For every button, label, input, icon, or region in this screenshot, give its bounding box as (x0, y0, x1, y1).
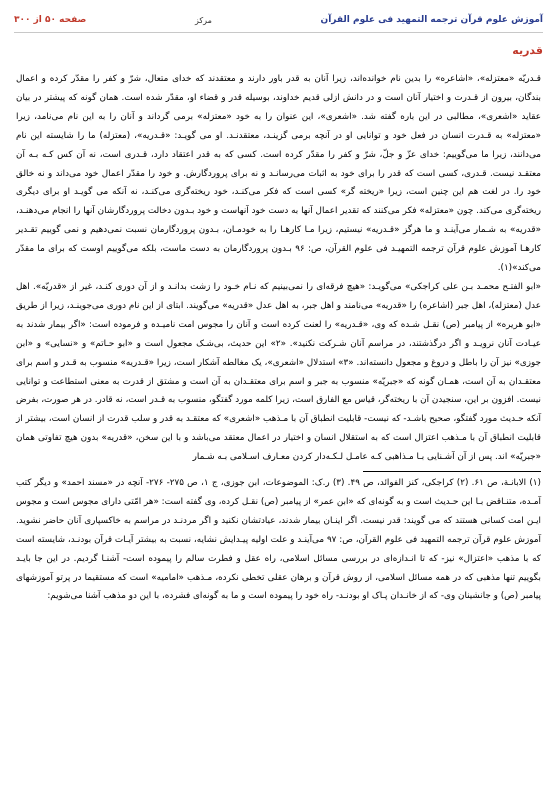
footnotes: (۱) الابانـة، ص ۶۱. (۲) کراجکى، کنز الفوائد، ص ۴۹. (۳) ر.ک: الموضوعات، ابن جوزى، ج ۱، ص ۲۷۵- ۲۷۶- آنچه در «مسند احمد» و ديگر کتب آمـده، متنـاقض بـا اين حـديث است و به گونه‌اى که «ابن عمر» از پيامبر (ص) نقـل کرده، وى گفته است: «هر امّتى داراى مجوس است و مجوس ايـن امت کسانى هستند که مى گويند: قدر نيست. اگر اينـان بيمار شدند، عيادتشان نکنيد و اگر مردنـد در مراسم به خاکسپارى آنان حاضر نشويد. آموزش علوم قرآن ترجمه التمهيد فى علوم القرآن، ص: ۹۷ مى‌آينـد و علت اوليه پيـدايش نشايه، نسبت به بيشتر آيـات قرآن بودنـد، شايسته است که با مذهب «اعتزال» نيز- که تا انـدازه‌اى در بررسى مسائل اسلامى، راه عقل و فطرت سالم را پيموده است- آشنـا گرديم. در اين جا بايـد بگوييم تنها مذهبى که در همه مسائل اسلامى، از روش قرآن و برهان عقلى تخطى نکرده، مـذهب «اماميه» است که مستقيما در پرتو آموزشهاى پيامبر (ص) و جانشينان وى- که از خانـدان پـاک او بودنـد- راه خود را پيموده است و ما به گونه‌اى فشرده، با اين دو مذهب آشنا مى‌شويم: (16, 478, 541, 602)
paragraph: قـدريّه «معتزله»، «اشاعره» را بدين نام خوانده‌اند، زيرا آنان به قدر باور دارند و معتقدند که خداى متعال، شرّ و کفر را مقدّر کرده و اعمال بندگان، بيرون از قـدرت و اختيار آنان است و در دانش ازلى قديم خداوند، بوسيله قدر و قضاء او، مقدّر شده است. همان گونه که پيشتر در بيان عقايد «اشعرى»، مطالبى در اين باره گفته شد. «اشعرى»، اين عنوان را به خود «معتزله» برمى گرداند و آنان را به اين نام مى‌نامد، زيرا «معتزله» به قـدرت انسان در فعل خود و توانايى او در آنچه برمى گزينـد، معتقدنـد. او مى گويـد: «قـدريه»، (معتزله) ما را شايسته اين نام مى‌دانند، زيرا ما مى‌گوييم: خداى عزّ و جلّ، شرّ و کفر را مقدّر کرده است. کسى که به قدر اعتقاد دارد، قـدرى است، نه آن کس کـه بـه آن معتقـد نيست. قـدرى، کسى است که قدر را براى خود به اثبات مى‌رسانـد و نه براى پروردگارش. و خود را مقدّر اعمال خود مى‌داند و نه خالق خود را. در لغت هم اين چنين است، زيرا «ريخته گر» کسى است که فکر مى‌کنـد، خود ريخته‌گرى مى‌کنـد، نه آنکه مى گويـد او براى ديگرى ريخته‌گرى مى‌کند. چون «معتزله» فکر مى‌کنند که تقدير اعمال آنها به دست خود آنهاست و خود بـدون دخالت پروردگارشان آنها را انجام مى‌دهنـد، «قدريه» به شـمار مى‌آينـد و ما هرگز «قـدريه» نيستيم، زيرا مـا کارهـا را به خودمـان، بـدون پروردگارمان نسبت نمى‌دهيم و نمى گوييم تقـدير کارهـا آموزش علوم قرآن ترجمه التمهيـد فى علوم القرآن، ص: ۹۶ بـدون پروردگارمان به دست ماست، بلکه مى‌گوييم اوست که براى ما مقدّر مى‌کند»(۱). (16, 74, 541, 274)
section-title: قدريه (512, 44, 543, 57)
header-title: آموزش علوم قرآن ترجمه التمهيد فی علوم القرآن (320, 15, 543, 25)
header-divider (14, 32, 543, 33)
body-text (16, 70, 541, 606)
paragraph: «ابو الفتـح محمـد بـن على کراجکى» مى‌گويـد: «هيچ فرقه‌اى را نمى‌بينيم که نـام خـود را زشت بدانـد و از آن دورى کنـد، غير از «قدريّه». اهل عدل (معتزله)، اهل جبر (اشاعره) را «قدريه» مى‌نامند و اهل جبر، به اهل عدل «قدريه» مى‌گويند. ابتاى از اين نام دورى مى‌جوينـد، زيرا از طريق «ابو هريره» از پيامبر (ص) نقـل شـده که وى، «قـدريه» را لعنت کرده است و آنان را مجوس امت ناميـده و فرموده است: «اگر بيمار شدند به عيـادت آنان نرويـد و اگر درگذشتند، در مراسم آنان شـرکت نکنيد». «۲» اين حديث، بى‌شـک مجعول است و «ابو حـاتم» و «نسايى» و «ابن جوزى» نيز آن را باطل و دروغ و مجعول دانسته‌اند. «۳» استدلال «اشعرى»، يک مغالطه آشکار است، زيرا «قـدريه» منسوب به قـدر و اسم براى معتقـدان به آن است، همـان گونه که «جبريّه» منسوب به جبر و اسم براى معتقـدان به آن است و مشتق از قدرت به معنى استطاعت و توانايى نيست. افزون بر اين، سنجيدن آن با ريخته‌گر، قياس مع الفارق است، زيرا کلمه مورد گفتگو، منسوب به قـدر است، نه قادر. در هر صورت، بفرض آنکه حـديث مورد گفتگو، صحيح باشـد- که نيست- قابليت انطباق آن با مـذهب «اشعرى» که معتقـد به قدر و سلب قدرت از انسان است، بيشتر از قابليت انطباق آن با مـذهب اعتزال است که به استقلال انسان و اختيار در اعمال معتقد مى‌باشد و با اين سخن، «قدريه» بدون هيچ تفاوتى همان «جبريّه» اند. پس از آن آشـنايى بـا مـذاهبى کـه عامـل لـکـه‌دار کردن معـارف اسـلامى بـه شـمار (16, 281, 541, 463)
footnote-divider (363, 471, 542, 472)
page-header (14, 12, 543, 28)
header-center-label: مرکز (194, 15, 212, 25)
page-number: صفحه ۵۰ از ۳۰۰ (14, 15, 87, 25)
